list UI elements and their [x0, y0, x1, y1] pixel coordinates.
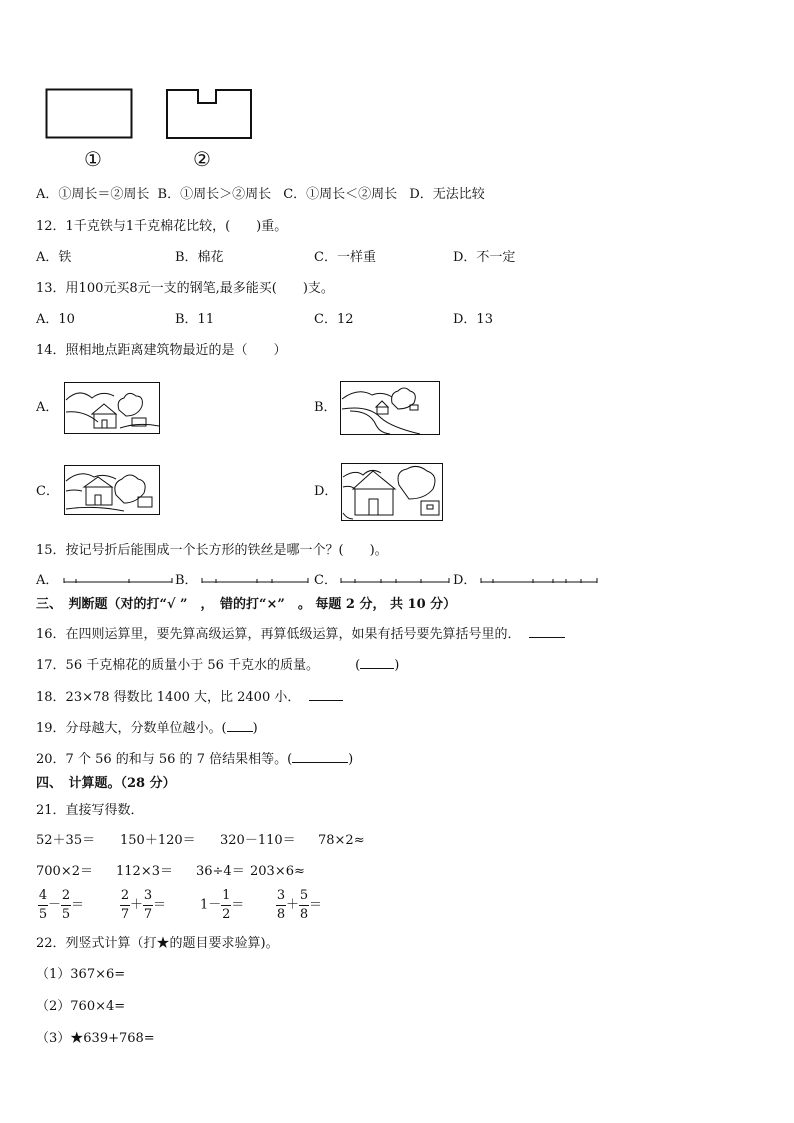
numerator: 3: [143, 888, 153, 903]
wire-d: [481, 578, 599, 586]
denominator: 7: [120, 907, 130, 922]
q20-text: 20．7 个 56 的和与 56 的 7 倍结果相等。(: [36, 752, 293, 767]
q16: [36, 625, 565, 643]
denominator: 8: [276, 907, 286, 922]
q14-option-a[interactable]: A．: [36, 400, 59, 415]
operator: －: [48, 897, 62, 913]
q11-option-c[interactable]: C．①周长＜②周长: [283, 187, 398, 202]
q22-stem: 22．列竖式计算（打★的题目要求验算)。: [36, 936, 279, 951]
q11-option-d[interactable]: D．无法比较: [409, 187, 485, 202]
q16-text: 16．在四则运算里，要先算高级运算，再算低级运算，如果有括号要先算括号里的．: [36, 627, 521, 642]
q12-option-a[interactable]: A．铁: [36, 250, 72, 265]
q21-row2-item-2[interactable]: 112×3＝: [116, 864, 173, 879]
section-3-title: 三、 判断题（对的打“√ ” ， 错的打“×” 。 每题 2 分， 共 10 分）: [36, 597, 457, 612]
lead-term: 1－: [200, 897, 222, 913]
q21-stem: 21．直接写得数．: [36, 803, 144, 818]
q14-option-b[interactable]: B．: [314, 400, 337, 415]
photo-d-house-close: [341, 463, 443, 521]
q13-option-c[interactable]: C．12: [314, 312, 354, 327]
q14-option-c[interactable]: C．: [36, 484, 59, 499]
q13-option-d[interactable]: D．13: [453, 312, 493, 327]
q18-answer-blank[interactable]: [309, 688, 343, 701]
q22-item-3[interactable]: （3）★639+768=: [36, 1031, 155, 1046]
q17-paren-open: (: [355, 658, 361, 673]
q19-answer-blank[interactable]: [227, 719, 253, 732]
q21-fraction-item-3[interactable]: [200, 888, 244, 923]
shape-2-label: ②: [193, 147, 211, 171]
photo-b-house-small: [340, 381, 440, 435]
equals: ＝: [231, 897, 245, 913]
q11-option-b[interactable]: B．①周长＞②周长: [157, 187, 272, 202]
numerator: 4: [38, 888, 48, 903]
fraction-5-8: [299, 888, 309, 923]
q12-option-b[interactable]: B．棉花: [175, 250, 224, 265]
wire-c: [341, 578, 451, 586]
shape-1-rectangle: [46, 89, 132, 139]
q16-answer-blank[interactable]: [529, 625, 565, 638]
q17-answer-blank[interactable]: [360, 656, 394, 669]
q21-row1-item-3[interactable]: 320－110＝: [220, 833, 296, 848]
q19-close: ): [252, 721, 258, 736]
equals: ＝: [309, 897, 323, 913]
numerator: 1: [222, 888, 231, 903]
q18: [36, 688, 343, 706]
denominator: 2: [222, 907, 231, 922]
q19-text: 19．分母越大，分数单位越小。(: [36, 721, 227, 736]
q21-row2-item-1[interactable]: 700×2＝: [36, 864, 93, 879]
denominator: 7: [143, 907, 153, 922]
q20-answer-blank[interactable]: [292, 750, 348, 763]
q11-options: [36, 187, 485, 203]
q13-option-a[interactable]: A．10: [36, 312, 75, 327]
fraction-1-2: [221, 888, 231, 923]
q11-option-a[interactable]: A．①周长＝②周长: [36, 187, 150, 202]
q17-paren-close: ): [394, 658, 400, 673]
q15-option-b[interactable]: B．: [175, 573, 198, 588]
q21-row1-item-1[interactable]: 52＋35＝: [36, 833, 96, 848]
q20-close: ): [348, 752, 354, 767]
fraction-2-5: [61, 888, 71, 923]
q17-text: 17．56 千克棉花的质量小于 56 千克水的质量。: [36, 658, 320, 673]
wire-a: [64, 578, 174, 586]
q15-stem: 15．按记号折后能围成一个长方形的铁丝是哪一个？( )。: [36, 543, 388, 558]
wire-b: [202, 578, 310, 586]
q21-fraction-item-2[interactable]: [120, 888, 166, 923]
q22-item-2[interactable]: （2）760×4=: [36, 999, 126, 1014]
q15-option-c[interactable]: C．: [314, 573, 337, 588]
q20: [36, 750, 353, 768]
denominator: 5: [61, 907, 71, 922]
q21-fraction-item-4[interactable]: [276, 888, 322, 923]
fraction-4-5: [38, 888, 48, 923]
q21-row1-item-2[interactable]: 150＋120＝: [120, 833, 196, 848]
q21-fraction-item-1[interactable]: [38, 888, 84, 923]
q13-stem: 13．用100元买8元一支的钢笔,最多能买( )支。: [36, 281, 334, 296]
numerator: 5: [299, 888, 309, 903]
q17: [36, 656, 399, 674]
q12-option-c[interactable]: C．一样重: [314, 250, 376, 265]
denominator: 8: [299, 907, 309, 922]
fraction-3-8: [276, 888, 286, 923]
operator: ＋: [130, 897, 144, 913]
q15-option-a[interactable]: A．: [36, 573, 59, 588]
q18-text: 18．23×78 得数比 1400 大，比 2400 小．: [36, 690, 301, 705]
fraction-3-7: [143, 888, 153, 923]
q14-stem: 14．照相地点距离建筑物最近的是（ ）: [36, 343, 287, 358]
shape-2-notched-rectangle: [166, 89, 252, 139]
operator: ＋: [286, 897, 300, 913]
q14-option-d[interactable]: D．: [314, 484, 338, 499]
fraction-2-7: [120, 888, 130, 923]
photo-a-house-far: [64, 382, 160, 434]
section-4-title: 四、 计算题。（28 分）: [36, 776, 176, 791]
q15-option-d[interactable]: D．: [453, 573, 477, 588]
numerator: 2: [120, 888, 130, 903]
q19: [36, 719, 258, 737]
q12-stem: 12．1千克铁与1千克棉花比较，( )重。: [36, 219, 288, 234]
q13-option-b[interactable]: B．11: [175, 312, 215, 327]
numerator: 2: [61, 888, 71, 903]
equals: ＝: [71, 897, 85, 913]
equals: ＝: [153, 897, 167, 913]
q21-row2-item-3[interactable]: 36÷4＝: [196, 864, 245, 879]
q21-row1-item-4[interactable]: 78×2≈: [318, 833, 365, 848]
q21-row2-item-4[interactable]: 203×6≈: [250, 864, 305, 879]
q22-item-1[interactable]: （1）367×6=: [36, 967, 126, 982]
numerator: 3: [276, 888, 286, 903]
denominator: 5: [38, 907, 48, 922]
shape-1-label: ①: [84, 147, 102, 171]
q12-option-d[interactable]: D．不一定: [453, 250, 516, 265]
photo-c-house-medium: [64, 465, 160, 515]
